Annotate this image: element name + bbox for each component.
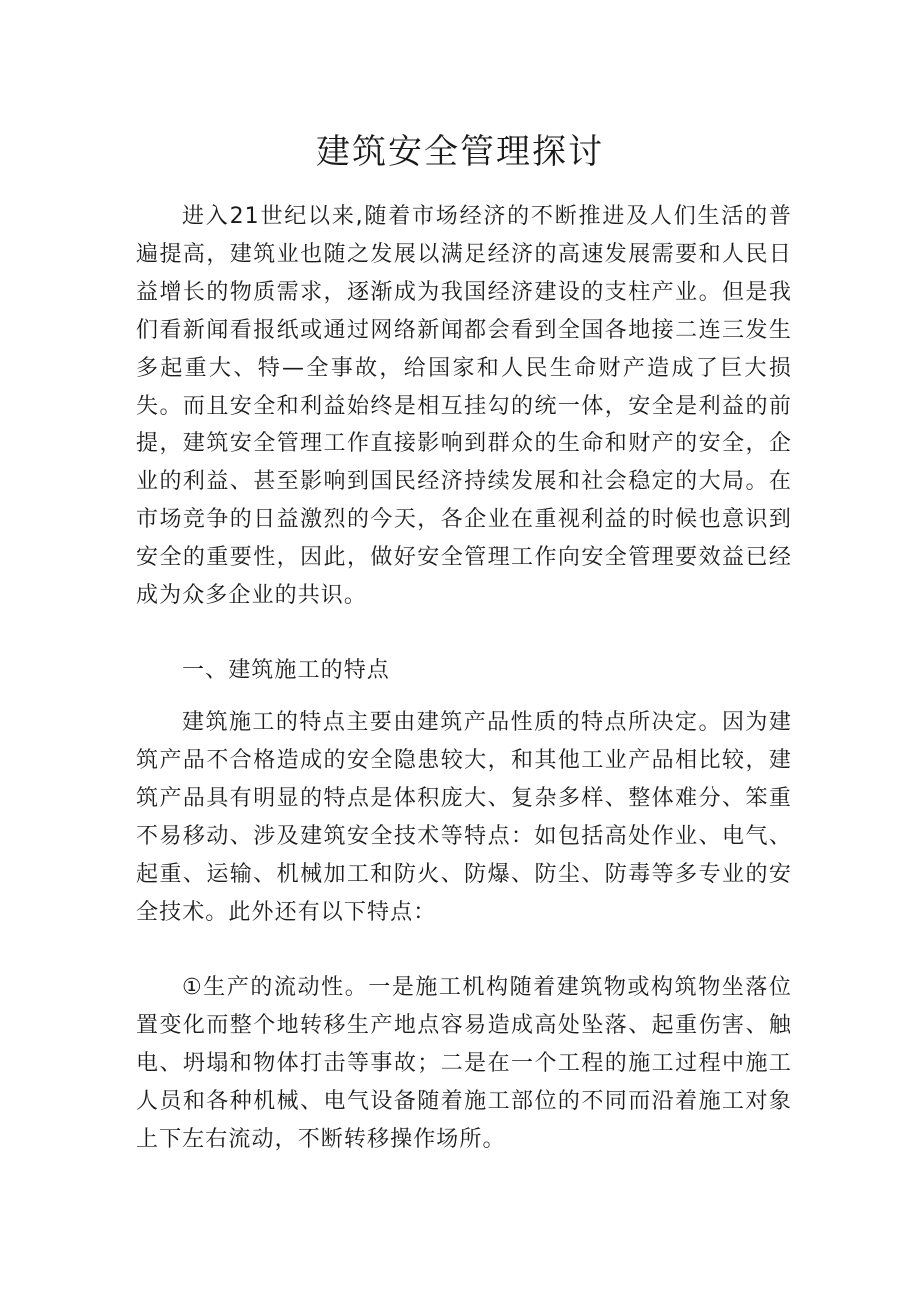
document-title: 建筑安全管理探讨 xyxy=(316,132,604,172)
paragraph-text: 建筑施工的特点主要由建筑产品性质的特点所决定。因为建筑产品不合格造成的安全隐患较大，和其他工业产品相比较，建筑产品具有明显的特点是体积庞大、复杂多样、整体难分、笨重不易移动、涉及建筑安全技术等特点：如包括高处作业、电气、起重、运输、机械加工和防火、防爆、防尘、防毒等多专业的安全技术。此外还有以下特点： xyxy=(136,710,792,925)
body-paragraph-intro xyxy=(136,198,792,615)
paragraph-text: 进入21世纪以来,随着市场经济的不断推进及人们生活的普遍提高，建筑业也随之发展以满足经济的高速发展需要和人民日益增长的物质需求，逐渐成为我国经济建设的支柱产业。但是我们看新闻看报纸或通过网络新闻都会看到全国各地接二连三发生多起重大、特—全事故，给国家和人民生命财产造成了巨大损失。而且安全和利益始终是相互挂勾的统一体，安全是利益的前提，建筑安全管理工作直接影响到群众的生命和财产的安全，企业的利益、甚至影响到国民经济持续发展和社会稳定的大局。在市场竞争的日益激烈的今天，各企业在重视利益的时候也意识到安全的重要性，因此，做好安全管理工作向安全管理要效益已经成为众多企业的共识。 xyxy=(136,204,792,609)
body-paragraph-features xyxy=(136,704,792,931)
section-heading-text: 一、建筑施工的特点 xyxy=(182,658,390,683)
section-heading-construction-features xyxy=(136,652,792,690)
paragraph-text: ①生产的流动性。一是施工机构随着建筑物或构筑物坐落位置变化而整个地转移生产地点容易造成高处坠落、起重伤害、触电、坍塌和物体打击等事故；二是在一个工程的施工过程中施工人员和各种机械、电气设备随着施工部位的不同而沿着施工对象上下左右流动，不断转移操作场所。 xyxy=(136,975,792,1152)
body-paragraph-mobility xyxy=(136,969,792,1159)
